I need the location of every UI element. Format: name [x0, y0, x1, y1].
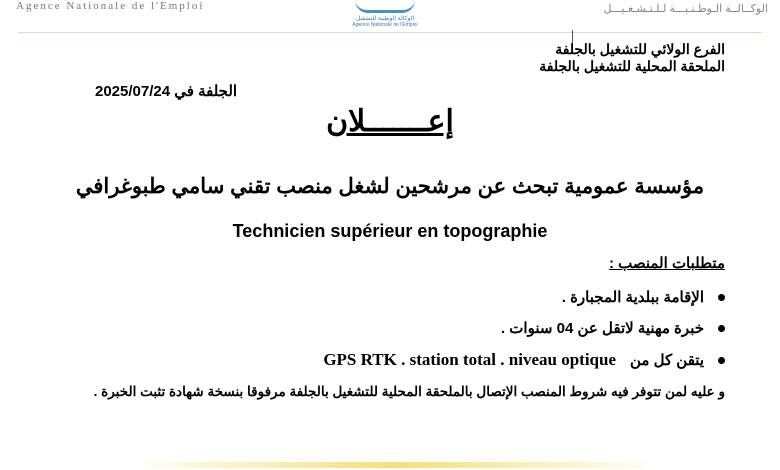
logo-mark-icon [355, 0, 415, 13]
bullet-icon [718, 325, 725, 332]
date: الجلفة في 2025/07/24 [95, 83, 238, 100]
list-item [323, 350, 725, 370]
logo-text-ar: الوكالة الوطنية للتشغيل [355, 16, 415, 22]
title-text: إعـــــــلان [326, 105, 454, 138]
branch-line-1: الفرع الولائي للتشغيل بالجلفة [555, 41, 725, 57]
list-item [501, 319, 725, 337]
agency-name-fr: Agence Nationale de l'Emploi [16, 0, 205, 12]
item-text: الإقامة ببلدية المجبارة . [561, 289, 704, 306]
item-text-fr: GPS RTK . station total . niveau optique [323, 350, 616, 369]
agency-name-ar: الوكــالــة الـوطـنـيـــة لـلـتـشـغـيـــل [603, 3, 768, 15]
bullet-icon [718, 294, 725, 301]
agency-logo [330, 0, 440, 32]
heading-fr: Technicien supérieur en topographie [232, 221, 548, 241]
heading-ar: مؤسسة عمومية تبحث عن مرشحين لشغل منصب تقني سامي طبوغرافي [75, 175, 705, 198]
logo-text-fr: Agence Nationale de l'Emploi [352, 22, 418, 28]
branch-line-2: الملحقة المحلية للتشغيل بالجلفة [539, 58, 725, 74]
item-text-ar: يتقن كل من [630, 352, 704, 369]
footer-decoration [145, 462, 645, 468]
header-divider [18, 32, 762, 33]
announcement-title [0, 104, 780, 139]
closing-text: و عليه لمن تتوفر فيه شروط المنصب الإتصال بالملحقة المحلية للتشغيل بالجلفة مرفوقا بنسخة شهادة تثبت الخبرة . [93, 384, 725, 399]
branch-info [539, 41, 725, 75]
item-text: خبرة مهنية لاتقل عن 04 سنوات . [500, 320, 704, 337]
requirements-label: متطلبات المنصب : [608, 255, 725, 272]
bullet-icon [718, 357, 725, 364]
list-item [562, 288, 725, 306]
